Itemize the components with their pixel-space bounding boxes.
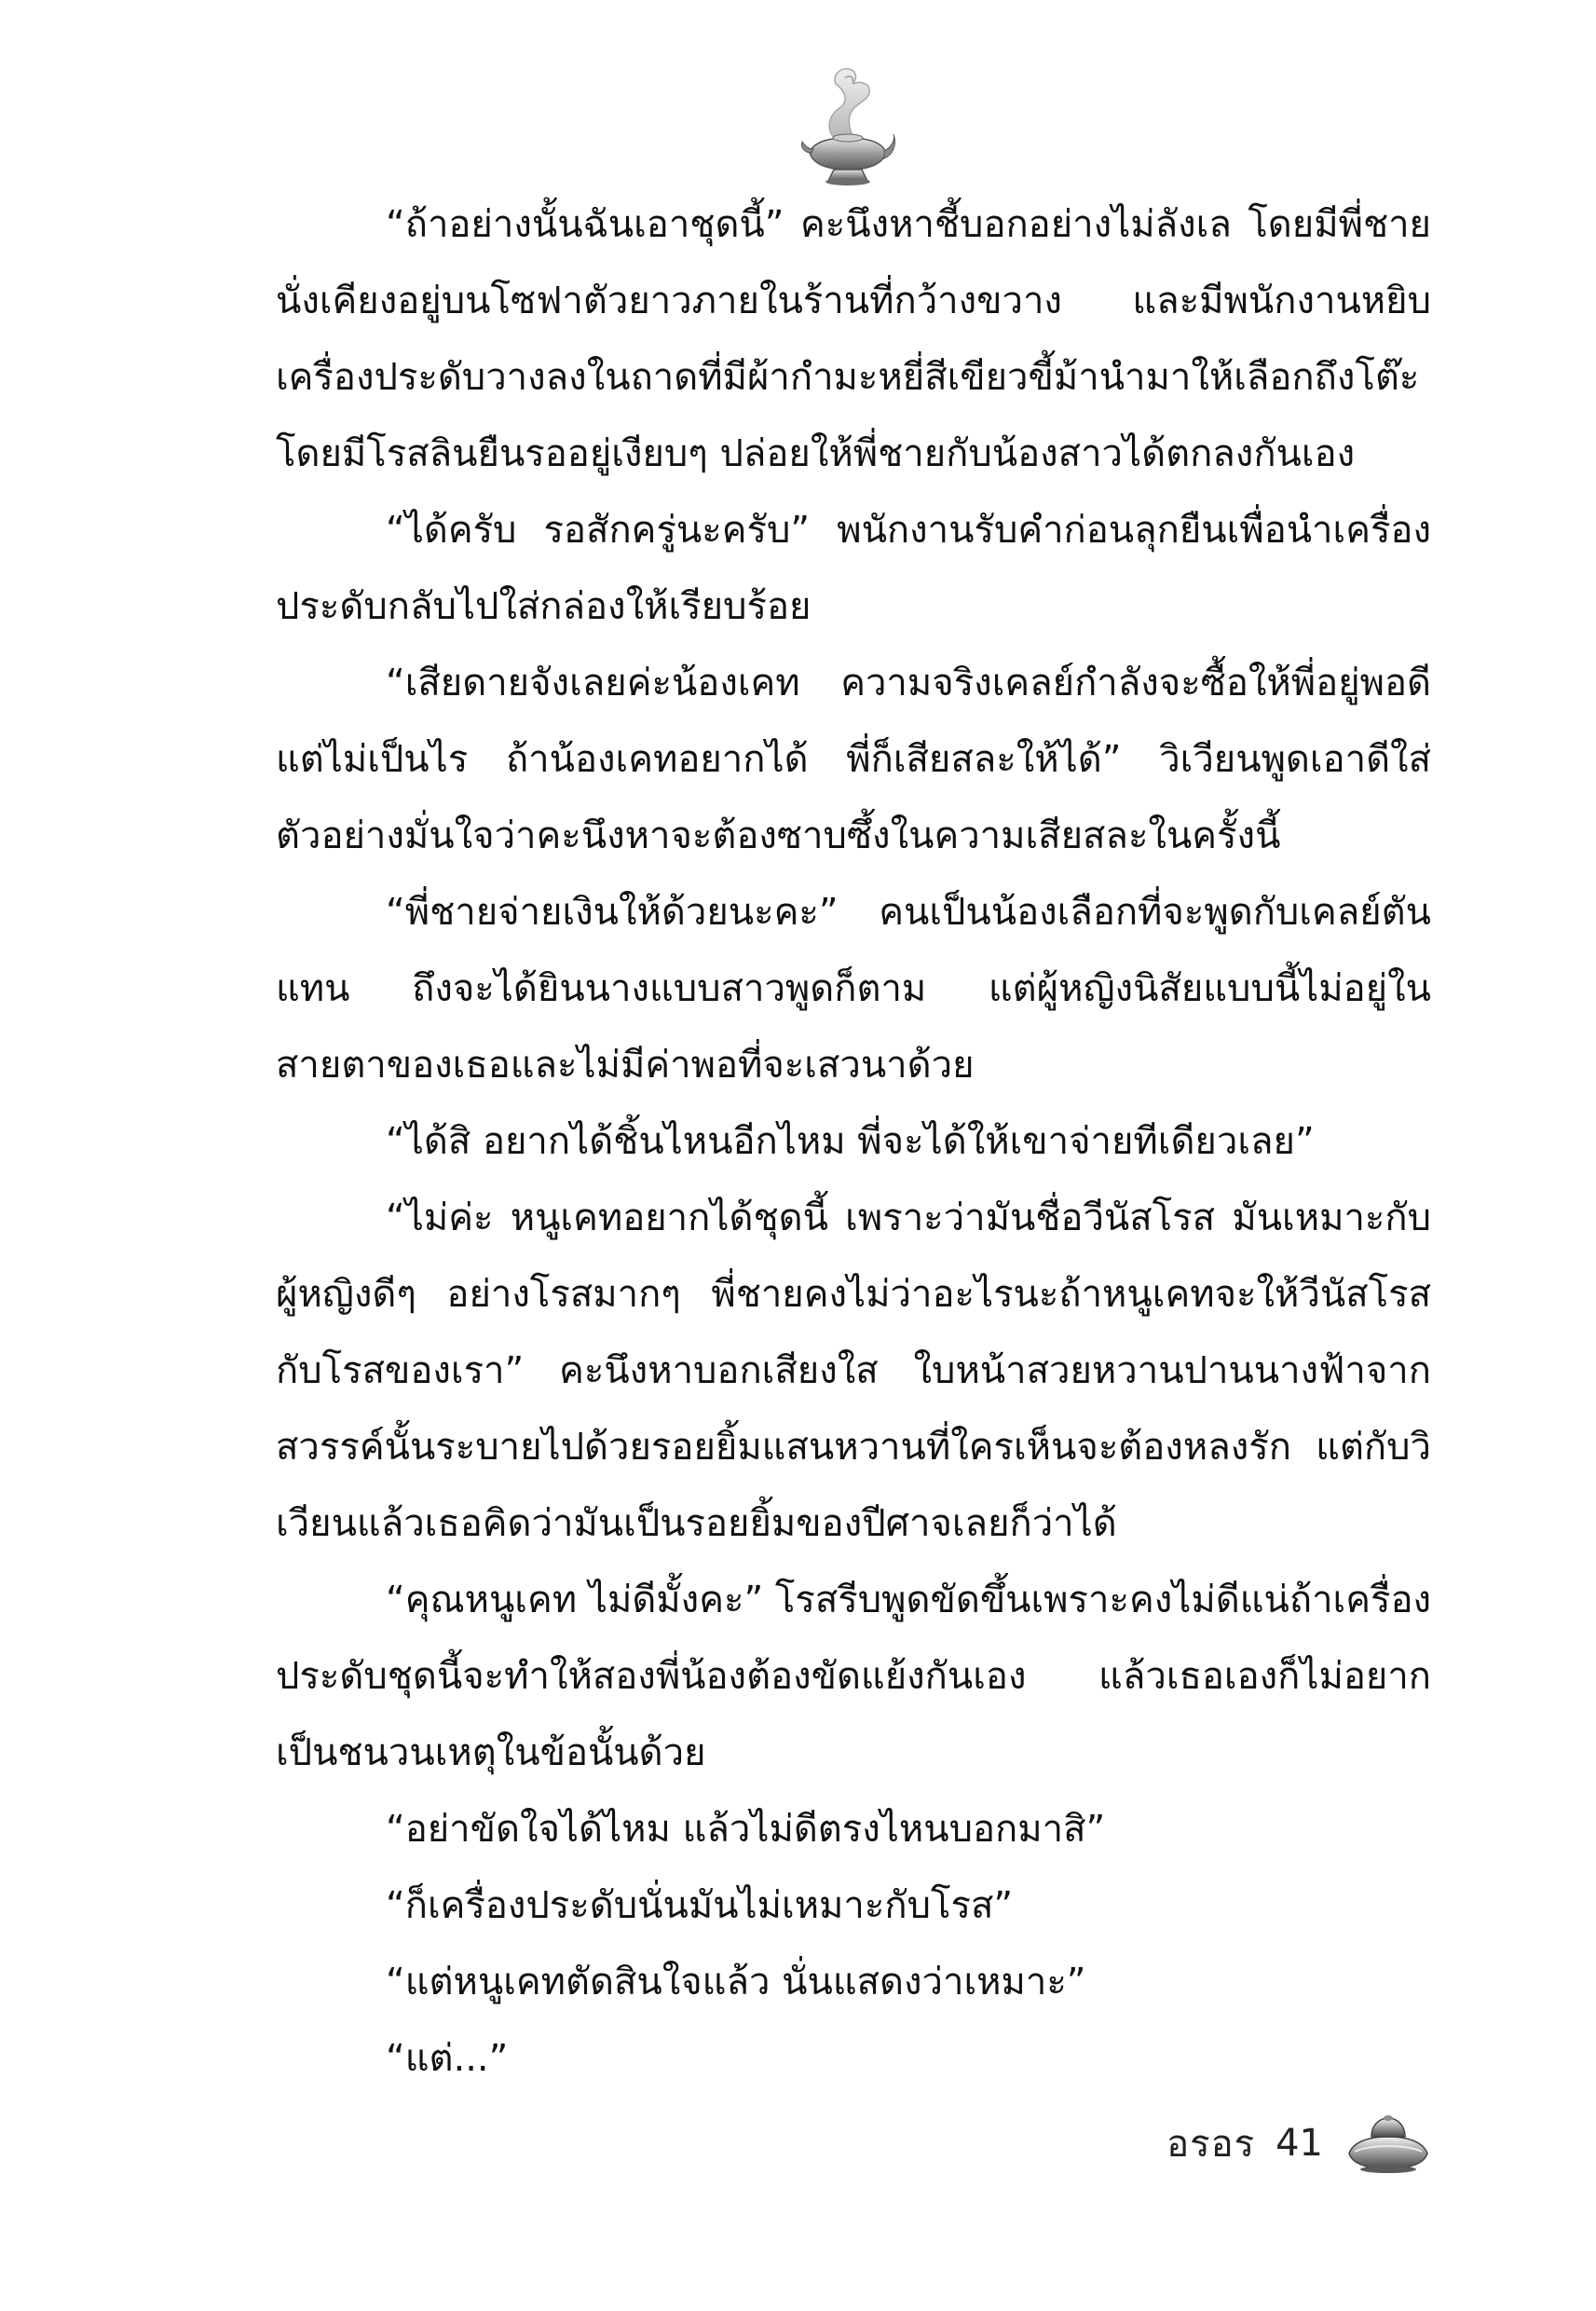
paragraph-7: “คุณหนูเคท ไม่ดีมั้งคะ” โรสรีบพูดขัดขึ้นเพราะคงไม่ดีแน่ถ้าเครื่องประดับชุดนี้จะทำให้สองพี่น้องต้องขัดแย้งกันเอง แล้วเธอเองก็ไม่อยากเป็นชนวนเหตุในข้อนั้นด้วย [276, 1579, 1431, 1774]
paragraph-11: “แต่...” [386, 2037, 509, 2080]
book-title: อรอร [1166, 2123, 1256, 2166]
paragraph-4: “พี่ชายจ่ายเงินให้ด้วยนะคะ” คนเป็นน้องเลือกที่จะพูดกับเคลย์ตันแทน ถึงจะได้ยินนางแบบสาวพูดก็ตาม แต่ผู้หญิงนิสัยแบบนี้ไม่อยู่ในสายตาของเธอและไม่มีค่าพอที่จะเสวนาด้วย [276, 891, 1431, 1087]
page-body [276, 186, 1431, 2097]
paragraph-9: “ก็เครื่องประดับนั่นมันไม่เหมาะกับโรส” [386, 1884, 1014, 1927]
paragraph-6: “ไม่ค่ะ หนูเคทอยากได้ชุดนี้ เพราะว่ามันชื่อวีนัสโรส มันเหมาะกับผู้หญิงดีๆ อย่างโรสมากๆ พี่ชายคงไม่ว่าอะไรนะถ้าหนูเคทจะให้วีนัสโรสกับโรสของเรา” คะนึงหาบอกเสียงใส ใบหน้าสวยหวานปานนางฟ้าจากสวรรค์นั้นระบายไปด้วยรอยยิ้มแสนหวานที่ใครเห็นจะต้องหลงรัก แต่กับวิเวียนแล้วเธอคิดว่ามันเป็นรอยยิ้มของปีศาจเลยก็ว่าได้ [276, 1197, 1431, 1545]
genie-lamp-icon [797, 56, 899, 196]
page-number: 41 [1275, 2122, 1323, 2165]
paragraph-1: “ถ้าอย่างนั้นฉันเอาชุดนี้” คะนึงหาชี้บอกอย่างไม่ลังเล โดยมีพี่ชายนั่งเคียงอยู่บนโซฟาตัวยาวภายในร้านที่กว้างขวาง และมีพนักงานหยิบเครื่องประดับวางลงในถาดที่มีผ้ากำมะหยี่สีเขียวขี้ม้านำมาให้เลือกถึงโต๊ะ โดยมีโรสลินยืนรออยู่เงียบๆ ปล่อยให้พี่ชายกับน้องสาวได้ตกลงกันเอง [276, 203, 1431, 475]
paragraph-3: “เสียดายจังเลยค่ะน้องเคท ความจริงเคลย์กำลังจะซื้อให้พี่อยู่พอดี แต่ไม่เป็นไร ถ้าน้องเคทอยากได้ พี่ก็เสียสละให้ได้” วิเวียนพูดเอาดีใส่ตัวอย่างมั่นใจว่าคะนึงหาจะต้องซาบซึ้งในความเสียสละในครั้งนี้ [276, 662, 1431, 857]
paragraph-5: “ได้สิ อยากได้ชิ้นไหนอีกไหม พี่จะได้ให้เขาจ่ายทีเดียวเลย” [386, 1120, 1315, 1163]
paragraph-10: “แต่หนูเคทตัดสินใจแล้ว นั่นแสดงว่าเหมาะ” [386, 1961, 1086, 2003]
page-footer [1166, 2101, 1433, 2185]
paragraph-2: “ได้ครับ รอสักครู่นะครับ” พนักงานรับคำก่อนลุกยืนเพื่อนำเครื่องประดับกลับไปใส่กล่องให้เรียบร้อย [276, 509, 1431, 628]
paragraph-8: “อย่าขัดใจได้ไหม แล้วไม่ดีตรงไหนบอกมาสิ” [386, 1808, 1106, 1851]
genie-lamp-icon [1344, 2111, 1433, 2176]
